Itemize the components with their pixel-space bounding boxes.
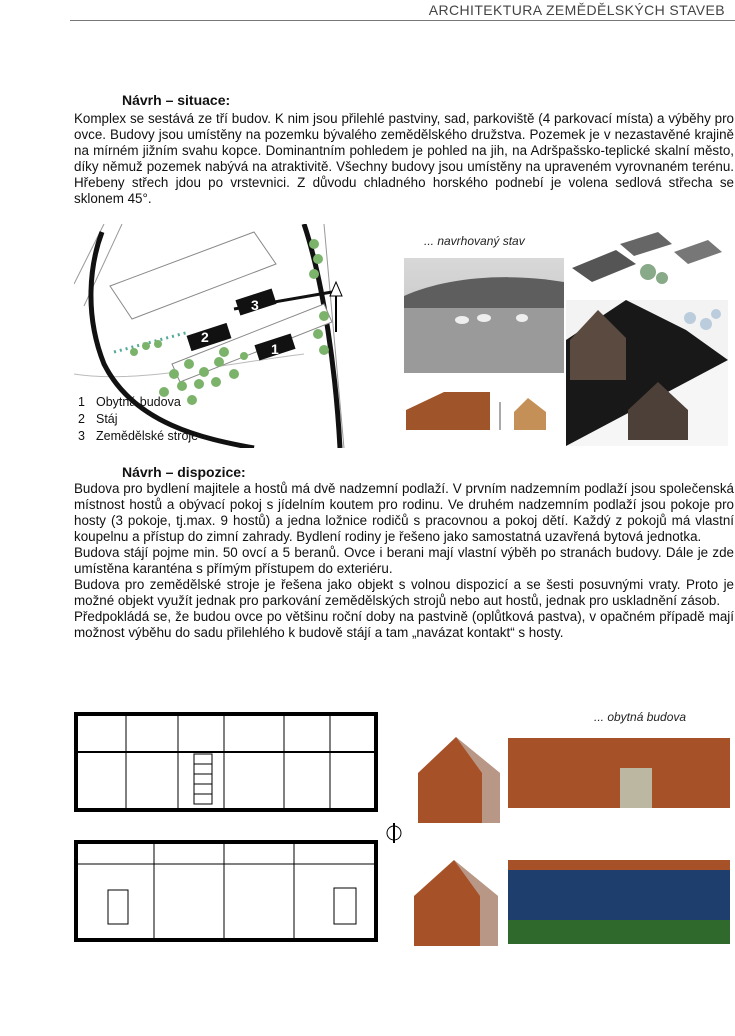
section-text-dispozice: [74, 481, 734, 641]
paragraph: Budova stájí pojme min. 50 ovcí a 5 beranů. Ovce i berani mají vlastní výběh po stranách budovy. Dále je zde umístěna karanténa s přímým přístupem do exteriéru.: [74, 545, 734, 576]
floor-plan-upper: [74, 712, 380, 812]
section-heading-situace: Návrh – situace:: [122, 92, 231, 108]
elevation-front-upper: [508, 738, 730, 808]
section-heading-dispozice: Návrh – dispozice:: [122, 464, 246, 480]
section-text-situace: [74, 111, 734, 207]
elevation-gable-ground: [408, 856, 502, 948]
model-render-top: [566, 228, 728, 296]
photo-pasture: [404, 258, 564, 373]
legend-item: 1 Obytná budova: [78, 395, 181, 409]
north-arrow-icon: [386, 822, 402, 844]
building-number: 3: [251, 297, 259, 313]
building-number: 1: [271, 341, 279, 357]
page-header: [0, 0, 735, 20]
paragraph: Komplex se sestává ze tří budov. K nim jsou přilehlé pastviny, sad, parkoviště (4 parkovací místa) a výběhy pro ovce. Budovy jsou umístěny na pozemku bývalého zemědělského družstva. Pozemek je v nezastavěné krajině na mírném jižním svahu kopce. Dominantním pohledem je pohled na jih, na Adršpašsko-teplické skalní město, díky němuž pozemek nabývá na atraktivitě. Všechny budovy jsou umístěny na upraveném vyrovnaném terénu. Hřebeny střech jdou po vrstevnici. Z důvodu chladného horského podnebí je volena sedlová střecha se sklonem 45°.: [74, 111, 734, 206]
paragraph: Předpokládá se, že budou ovce po většinu roční doby na pastvině (oplůtková pastva), v opačném případě mají možnost výběhu do sadu přilehlého k budově stájí a tam „navázat kontakt“ s hosty.: [74, 609, 734, 640]
site-plan-legend: [78, 394, 198, 445]
legend-item: 3 Zemědělské stroje: [78, 429, 199, 443]
elevations-caption: ... obytná budova: [594, 710, 687, 724]
legend-item: 2 Stáj: [78, 412, 118, 426]
building-number: 2: [201, 329, 209, 345]
elevation-front-ground: [508, 860, 730, 944]
floor-plan-ground: [74, 840, 380, 944]
model-render-elevation: [404, 388, 560, 430]
paragraph: Budova pro bydlení majitele a hostů má dvě nadzemní podlaží. V prvním nadzemním podlaží jsou společenská místnost hostů a obývací pokoj s jídelním koutem pro rodinu. Ve druhém nadzemním podlaží jsou pokoje pro hosty (3 pokoje, tj.max. 9 hostů) a jedna ložnice rodičů s pracovnou a pokoj dětí. Každý z pokojů má vlastní koupelnu a přístup do zimní zahrady. Bydlení rodiny je řešeno jako samostatná uzavřená bytová jednotka.: [74, 481, 734, 544]
site-plan-figure: [74, 224, 346, 448]
paragraph: Budova pro zemědělské stroje je řešena jako objekt s volnou dispozicí a se šesti posuvnými vraty. Proto je možné objekt využít jednak pro parkování zemědělských strojů nebo aut hostů, jednak pro uskladnění zásob.: [74, 577, 734, 608]
header-rule: [70, 20, 735, 21]
elevation-gable-upper: [412, 733, 504, 825]
header-title: ARCHITEKTURA ZEMĚDĚLSKÝCH STAVEB: [428, 2, 725, 18]
model-photo: [566, 300, 728, 446]
photos-caption: ... navrhovaný stav: [424, 234, 525, 248]
